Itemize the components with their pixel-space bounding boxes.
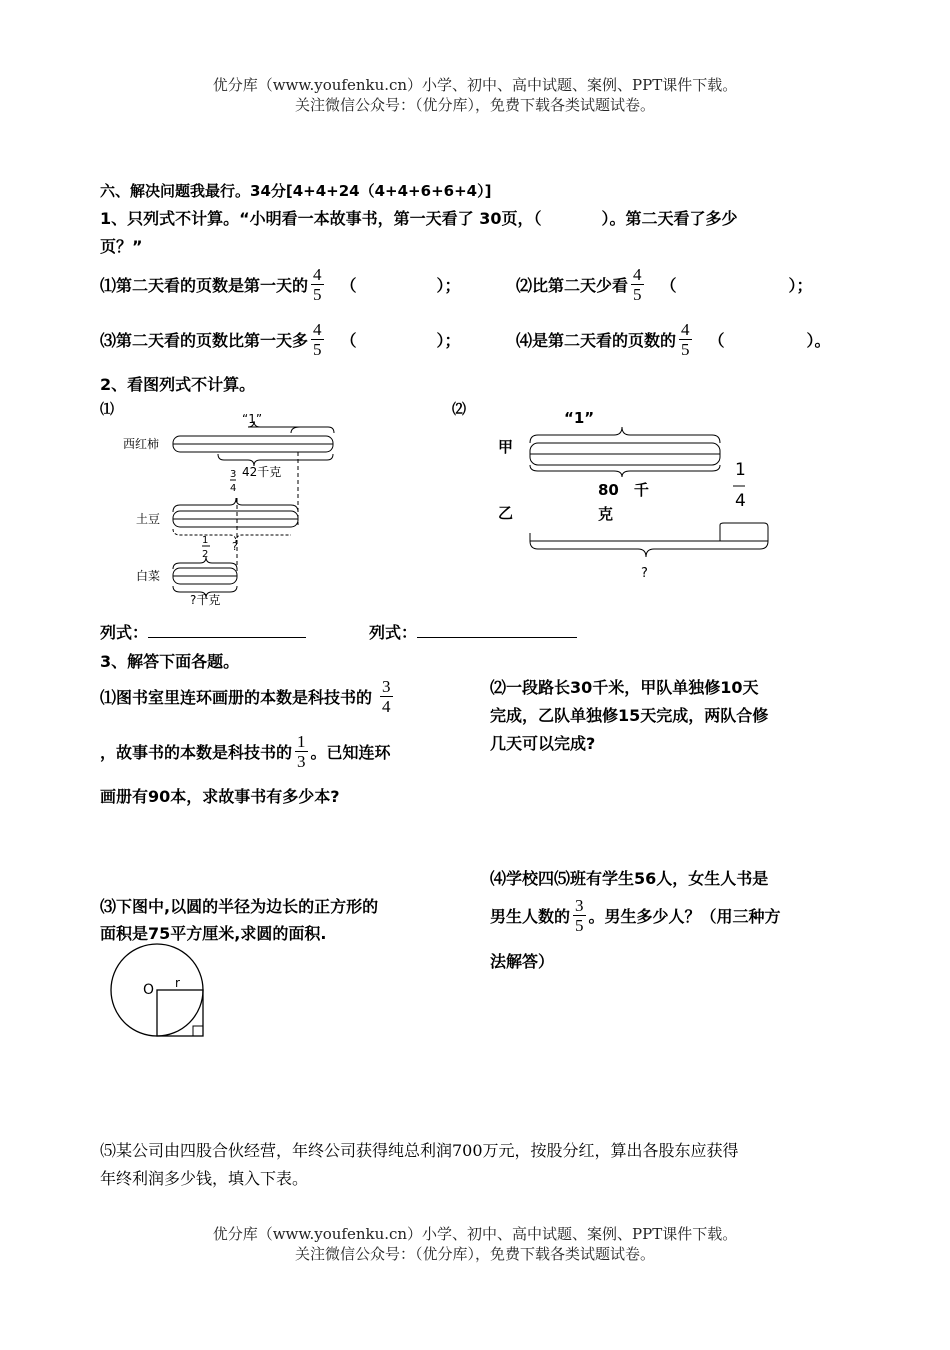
q1-p2-close: ）；: [788, 275, 813, 295]
fraction-4-5: $\frac{4}{5}$: [681, 319, 690, 359]
formula-1: [100, 620, 306, 643]
q3-p5-line-2: 年终利润多少钱，填入下表。: [100, 1169, 309, 1188]
q3-p2-line-1: ⑵一段路长30千米，甲队单独修10天: [490, 678, 759, 697]
formula-1-line: [148, 623, 306, 638]
q1-part-4: [516, 317, 831, 361]
q1-p1-close: ）；: [436, 275, 461, 295]
header-line-1: 优分库（www.youfenku.cn）小学、初中、高中试题、案例、PPT课件下载。: [212, 76, 738, 94]
q3-p3-line-1: ⑶下图中,以圆的半径为边长的正方形的: [100, 897, 379, 916]
d2-80kg-a: 80 千: [598, 481, 649, 499]
q1-line-1: [100, 206, 738, 229]
q1-part-1: [100, 262, 461, 306]
q3-p2-line-2: 完成，乙队单独修15天完成，两队合修: [490, 706, 769, 725]
q3-p2-line-3: 几天可以完成?: [490, 734, 596, 753]
d1-q-mark: ?: [232, 540, 238, 553]
d2-q-mark: ?: [641, 566, 648, 581]
d2-yi-label: 乙: [498, 504, 514, 522]
q3-title: 3、解答下面各题。: [100, 652, 240, 671]
q3-p4-text-b: 男生人数的: [490, 906, 571, 926]
footer-line-1: 优分库（www.youfenku.cn）小学、初中、高中试题、案例、PPT课件下载。: [212, 1225, 738, 1243]
circle-diagram: [105, 942, 215, 1042]
q1-p3-text: ⑶第二天看的页数比第一天多: [100, 330, 309, 350]
d2-brace-under-yi: [530, 541, 768, 557]
d2-one-label: “1”: [564, 409, 595, 427]
section-title: 六、解决问题我最行。34分[4+4+24（4+4+6+6+4）]: [100, 182, 492, 200]
q2-diagram-2-label: ⑵: [452, 402, 466, 418]
yi-line: [530, 533, 768, 541]
d1-42kg-label: 42千克: [242, 465, 282, 479]
fraction-4-5: $\frac{4}{5}$: [633, 264, 642, 304]
header-line-2: 关注微信公众号：（优分库），免费下载各类试题试卷。: [294, 96, 655, 114]
q1-p3-close: ）；: [436, 330, 461, 350]
q1-part-2: [516, 262, 813, 306]
d1-frac-2: 2: [202, 549, 209, 560]
d1-cabbage-label: 白菜: [136, 569, 161, 583]
q1-p2-text: ⑵比第二天少看: [516, 275, 629, 295]
q3-p5-line-1: ⑸某公司由四股合伙经营，年终公司获得纯总利润700万元，按股分红，算出各股东应获得: [100, 1141, 739, 1160]
q1-p4-text: ⑷是第二天看的页数的: [516, 330, 677, 350]
brace-top-potato: [173, 498, 298, 512]
q1-p4-open: （: [708, 330, 725, 350]
d2-frac-1: 1: [735, 460, 746, 480]
q1-text-b: ）。第二天看了多少: [601, 209, 738, 228]
formula-2-line: [417, 623, 577, 638]
fraction-1-3: $\frac{1}{3}$: [297, 731, 306, 771]
q2-title: 2、看图列式不计算。: [100, 375, 256, 394]
d1-frac-1: 1: [202, 535, 209, 546]
q3-p1-text-b: ，故事书的本数是科技书的: [100, 742, 293, 762]
q3-p1-text-a: ⑴图书室里连环画册的本数是科技书的: [100, 687, 373, 707]
d1-potato-label: 土豆: [136, 512, 161, 526]
q1-p1-text: ⑴第二天看的页数是第一天的: [100, 275, 309, 295]
d1-frac-4: 4: [230, 483, 237, 494]
q3-p1-text-c: 。已知连环: [310, 742, 391, 762]
radius-label: r: [175, 976, 180, 990]
q3-p4-line-1: ⑷学校四⑸班有学生56人，女生人书是: [490, 869, 769, 888]
formula-2-label: 列式：: [369, 623, 418, 642]
formula-1-label: 列式：: [100, 623, 149, 642]
fraction-3-4: $\frac{3}{4}$: [382, 676, 391, 716]
q1-p1-open: （: [340, 275, 357, 295]
fraction-3-5: $\frac{3}{5}$: [575, 895, 584, 935]
q1-p4-close: ）。: [806, 330, 831, 350]
circle-center-label: O: [143, 982, 155, 998]
d2-brace-under-jia: [530, 465, 720, 477]
q1-part-3: [100, 317, 461, 361]
q3-p1-line-1: [100, 670, 396, 722]
q1-p3-open: （: [340, 330, 357, 350]
d1-frac-3: 3: [230, 469, 237, 480]
d2-80kg-b: 克: [598, 505, 614, 523]
d2-jia-label: 甲: [498, 438, 514, 456]
diagram-1: [118, 405, 348, 615]
q2-diagram-1-label: ⑴: [100, 402, 114, 418]
q1-line-2: 页？”: [100, 237, 143, 256]
formula-2: [369, 620, 577, 643]
q3-p4-line-2: [490, 892, 781, 938]
q3-p1-line-2: [100, 725, 391, 777]
q1-p2-open: （: [660, 275, 677, 295]
q3-p1-line-3: 画册有90本，求故事书有多少本?: [100, 787, 340, 806]
d1-tomato-label: 西红柿: [123, 437, 160, 451]
fraction-4-5: $\frac{4}{5}$: [313, 319, 322, 359]
diagram-2: [480, 405, 780, 585]
d1-qkg-label: ?千克: [190, 593, 221, 607]
right-angle-mark: [193, 1026, 203, 1036]
d2-frac-4: 4: [735, 491, 746, 511]
footer-line-2: 关注微信公众号：（优分库），免费下载各类试题试卷。: [294, 1245, 655, 1263]
d2-brace-extension: [720, 523, 768, 541]
q3-p4-line-3: 法解答）: [490, 952, 555, 971]
q3-p3-line-2: 面积是75平方厘米,求圆的面积.: [100, 924, 327, 943]
d1-one-label: “1”: [242, 412, 263, 426]
d2-brace-top: [530, 427, 720, 443]
q3-p4-text-c: 。男生多少人？（用三种方: [588, 906, 781, 926]
fraction-4-5: $\frac{4}{5}$: [313, 264, 322, 304]
q1-text-a: 1、只列式不计算。“小明看一本故事书，第一天看了 30页，（: [100, 209, 542, 228]
